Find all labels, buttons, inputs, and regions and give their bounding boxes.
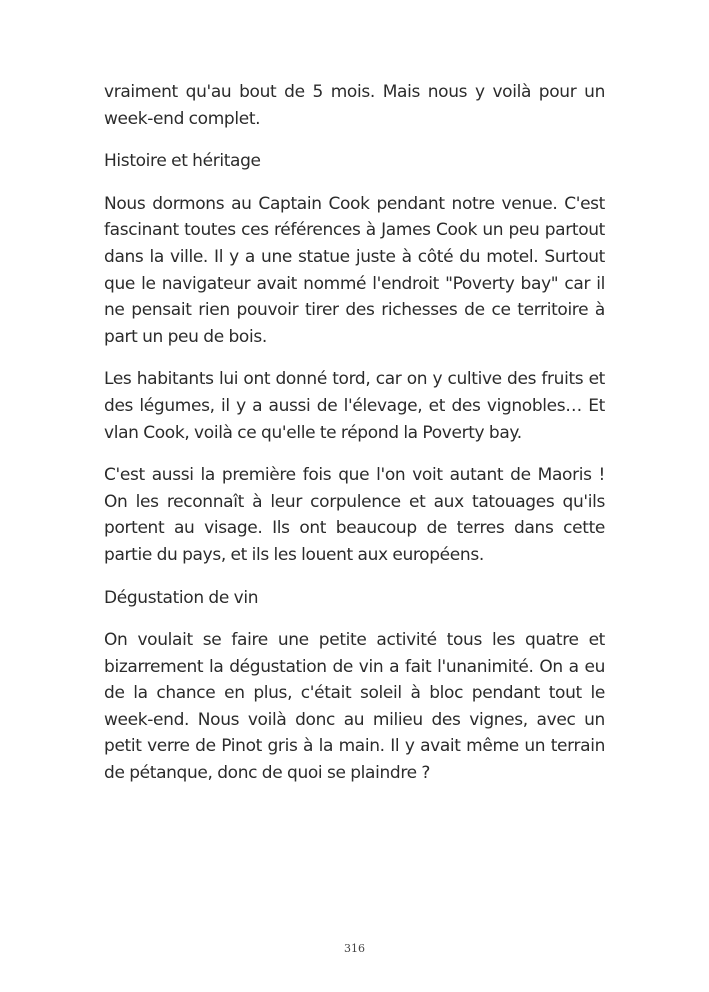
paragraph-inhabitants: Les habitants lui ont donné tord, car on y cultive des fruits et des légumes, il y a aussi de l'élevage, et des vignobles… Et vlan Cook, voilà ce qu'elle te répond la Poverty bay. xyxy=(104,369,605,443)
page-body xyxy=(104,79,605,803)
section-heading-history: Histoire et héritage xyxy=(104,151,261,172)
section-heading-wine-tasting: Dégustation de vin xyxy=(104,587,259,608)
paragraph-intro-continuation: vraiment qu'au bout de 5 mois. Mais nous y voilà pour un week-end complet. xyxy=(104,82,605,129)
paragraph-captain-cook: Nous dormons au Captain Cook pendant notre venue. C'est fascinant toutes ces références à James Cook un peu partout dans la ville. Il y a une statue juste à côté du motel. Surtout que le navigateur avait nommé l'endroit "Poverty bay" car il ne pensait rien pouvoir tirer des richesses de ce territoire à part un peu de bois. xyxy=(104,193,605,347)
page-number: 316 xyxy=(344,942,365,955)
paragraph-maoris: C'est aussi la première fois que l'on voit autant de Maoris ! On les reconnaît à leur corpulence et aux tatouages qu'ils portent au visage. Ils ont beaucoup de terres dans cette partie du pays, et ils les louent aux européens. xyxy=(104,465,605,565)
paragraph-wine-tasting: On voulait se faire une petite activité tous les quatre et bizarrement la dégustation de vin a fait l'unanimité. On a eu de la chance en plus, c'était soleil à bloc pendant tout le week-end. Nous voilà donc au milieu des vignes, avec un petit verre de Pinot gris à la main. Il y avait même un terrain de pétanque, donc de quoi se plaindre ? xyxy=(104,630,605,784)
